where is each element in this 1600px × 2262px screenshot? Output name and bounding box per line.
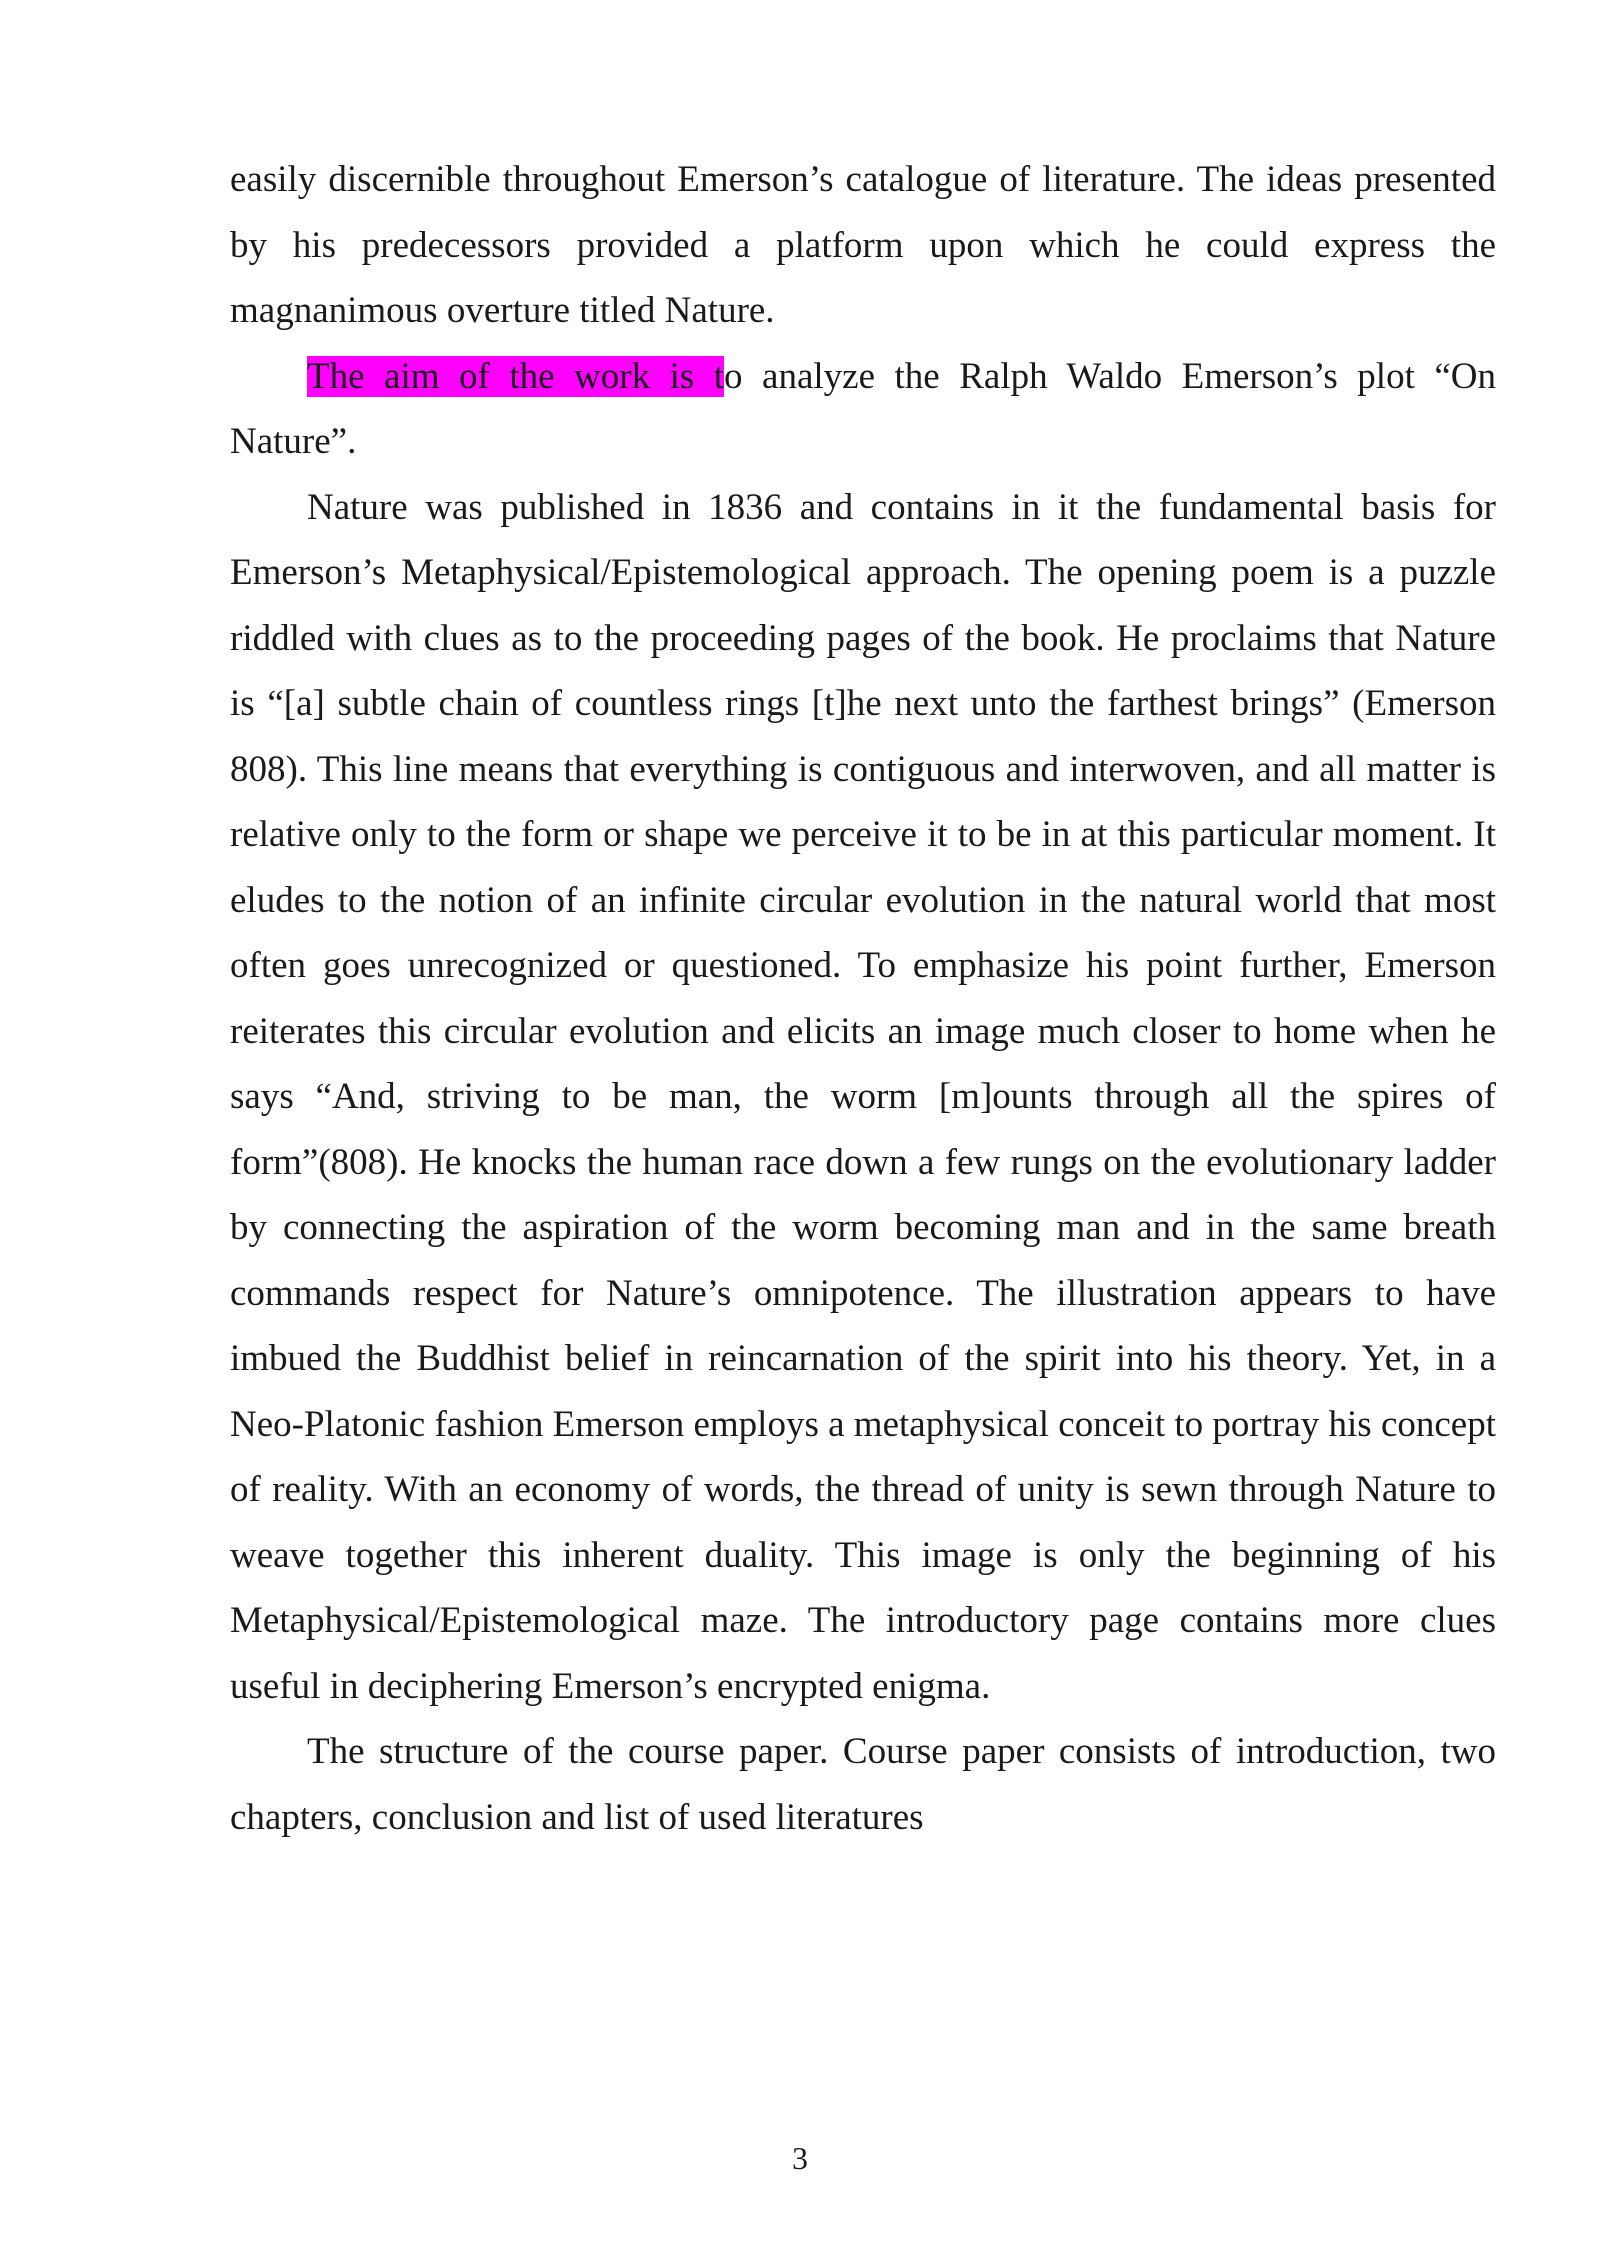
paragraph-nature: Nature was published in 1836 and contains in it the fundamental basis for Emerson’s Metaphysical/Epistemological approach. The opening poem is a puzzle riddled with clues as to the proceeding pages of the book. He proclaims that Nature is “[a] subtle chain of countless rings [t]he next unto the farthest brings” (Emerson 808). This line means that everything is contiguous and interwoven, and all matter is relative only to the form or shape we perceive it to be in at this particular moment. It eludes to the notion of an infinite circular evolution in the natural world that most often goes unrecognized or questioned. To emphasize his point further, Emerson reiterates this circular evolution and elicits an image much closer to home when he says “And, striving to be man, the worm [m]ounts through all the spires of form”(808). He knocks the human race down a few rungs on the evolutionary ladder by connecting the aspiration of the worm becoming man and in the same breath commands respect for Nature’s omnipotence. The illustration appears to have imbued the Buddhist belief in reincarnation of the spirit into his theory. Yet, in a Neo-Platonic fashion Emerson employs a metaphysical conceit to portray his concept of reality. With an economy of words, the thread of unity is sewn through Nature to weave together this inherent duality. This image is only the beginning of his Metaphysical/Epistemological maze. The introductory page contains more clues useful in deciphering Emerson’s encrypted enigma. (230, 486, 1496, 1707)
page-number: 3 (792, 2140, 808, 2176)
highlighted-text: The aim of the work is t (307, 355, 725, 397)
document-body (230, 147, 1496, 1850)
paragraph-aim-rest: o analyze the Ralph Waldo Emerson’s plot “On Nature”. (230, 355, 1497, 462)
paragraph-continuation: easily discernible throughout Emerson’s catalogue of literature. The ideas presented by his predecessors provided a platform upon which he could express the magnanimous overture titled Nature. (230, 159, 1496, 331)
paragraph-structure: The structure of the course paper. Course paper consists of introduction, two chapters, conclusion and list of used literatures (230, 1731, 1496, 1838)
paragraph-aim (230, 344, 1496, 475)
